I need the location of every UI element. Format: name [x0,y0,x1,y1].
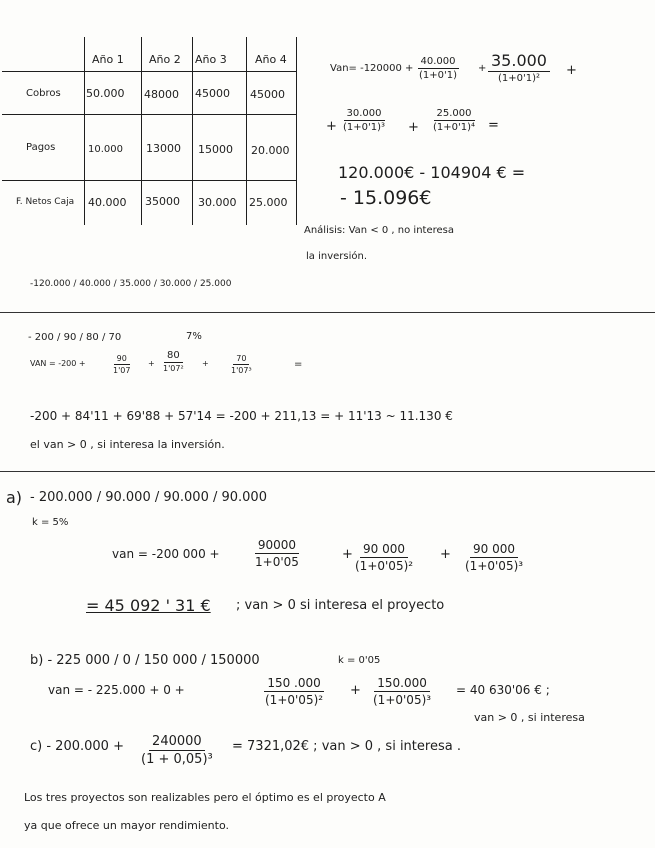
table-row-label: Pagos [26,142,56,153]
plus-sign: + [342,547,353,562]
ex2-t1-den: 1'07 [113,366,131,375]
table-cell: 25.000 [249,196,288,209]
van1-t3-num: 30.000 [344,108,385,121]
van1-term-2 [488,51,550,84]
table-vline [84,37,85,225]
ex3-a-term-2 [352,542,416,573]
van1-plus: + [326,119,337,134]
van1-term-3 [340,108,388,133]
ex3-b-result: = 40 630'06 € ; [456,683,550,697]
ex3-c-num: 240000 [149,734,205,751]
ex3-c-term [138,734,216,767]
van1-t4-den: (1+0'1)⁴ [433,122,476,133]
van1-term-1 [416,56,460,81]
van1-t1-den: (1+0'1) [419,70,458,81]
plus-sign: + [350,683,361,698]
van1-t4-num: 25.000 [434,108,475,121]
ex3-a-tail: ; van > 0 si interesa el proyecto [236,598,445,613]
table-vline [296,37,297,225]
ex2-rate: 7% [186,331,202,342]
van1-t2-den: (1+0'1)² [497,73,540,84]
ex3-b-start: van = - 225.000 + 0 + [48,683,185,697]
ex3-a-t3-den: (1+0'05)³ [465,559,524,573]
ex3-a-t2-num: 90 000 [360,542,408,558]
table-cell: 20.000 [251,144,290,157]
plus-sign: + [202,359,209,368]
table-cell: 10.000 [88,144,123,155]
ex3-c-den: (1 + 0,05)³ [141,752,213,767]
table-cell: 30.000 [198,196,237,209]
ex3-b-flows: b) - 225 000 / 0 / 150 000 / 150000 [30,653,260,668]
van1-t3-den: (1+0'1)³ [343,122,386,133]
ex3-b-t1-den: (1+0'05)² [265,693,324,707]
ex2-conclusion: el van > 0 , si interesa la inversión. [30,438,225,451]
ex2-t2-den: 1'07² [163,364,184,373]
table-header: Año 2 [149,53,181,66]
table-cell: 35000 [145,195,180,208]
table-vline [246,37,247,225]
table-row-label: Cobros [26,88,61,99]
ex2-t3-num: 70 [233,354,249,365]
ex3-final-2: ya que ofrece un mayor rendimiento. [24,819,229,832]
ex3-c-start: c) - 200.000 + [30,739,124,754]
ex3-b-tail: van > 0 , si interesa [474,711,585,724]
ex3-b-t2-num: 150.000 [374,676,430,692]
ex2-calc: -200 + 84'11 + 69'88 + 57'14 = -200 + 211,13 = + 11'13 ~ 11.130 € [30,409,453,423]
ex2-term-1 [110,354,133,375]
van1-result: - 15.096€ [340,187,432,209]
section-divider [0,471,655,472]
ex3-a-t1-num: 90000 [255,538,299,554]
plus-sign: + [408,120,419,135]
van1-t1-num: 40.000 [418,56,459,69]
table-cell: 40.000 [88,196,127,209]
plus-sign: + [440,547,451,562]
table-vline [141,37,142,225]
ex3-c-result: = 7321,02€ ; van > 0 , si interesa . [232,739,461,754]
van1-line2: 120.000€ - 104904 € = [338,163,526,182]
table-cell: 48000 [144,88,179,101]
table-hline [2,180,296,181]
table-cell: 15000 [198,143,233,156]
flows-1: -120.000 / 40.000 / 35.000 / 30.000 / 25.000 [30,279,232,289]
plus-sign: + [478,63,487,74]
table-cell: 50.000 [86,87,125,100]
ex3-b-k: k = 0'05 [338,655,381,666]
ex3-a-term-3 [462,542,526,573]
ex2-t3-den: 1'07³ [231,366,252,375]
plus-sign: + [566,63,577,78]
ex3-a-start: van = -200 000 + [112,547,220,561]
van1-t2-num: 35.000 [488,51,550,72]
ex3-a-term-1 [252,538,302,569]
ex3-a-label: a) [6,488,23,507]
table-hline [2,114,296,115]
ex2-term-2 [160,350,187,373]
van1-analysis-2: la inversión. [306,251,368,262]
van1-analysis-1: Análisis: Van < 0 , no interesa [304,225,454,236]
ex3-b-term-1 [262,676,326,707]
ex3-a-t3-num: 90 000 [470,542,518,558]
ex2-t1-num: 90 [114,354,130,365]
table-cell: 45000 [195,87,230,100]
table-header: Año 4 [255,53,287,66]
ex2-start: VAN = -200 + [30,359,86,368]
section-divider [0,312,655,313]
van1-eq: = [488,118,499,133]
ex3-a-result: = 45 092 ' 31 € [86,596,211,615]
ex3-b-t2-den: (1+0'05)³ [373,693,432,707]
ex2-flows: - 200 / 90 / 80 / 70 [28,332,122,343]
ex3-b-t1-num: 150 .000 [264,676,323,692]
table-header: Año 3 [195,53,227,66]
table-cell: 13000 [146,142,181,155]
table-row-label: F. Netos Caja [16,197,75,207]
ex3-a-t2-den: (1+0'05)² [355,559,414,573]
ex3-k: k = 5% [32,517,69,528]
plus-sign: + [148,359,155,368]
ex3-b-term-2 [370,676,434,707]
table-vline [192,37,193,225]
table-hline [2,71,296,72]
ex3-final-1: Los tres proyectos son realizables pero el óptimo es el proyecto A [24,791,386,804]
van1-start: Van= -120000 + [330,63,414,74]
ex2-eq: = [294,359,303,370]
ex3-a-t1-den: 1+0'05 [255,555,299,569]
ex3-a-flows: - 200.000 / 90.000 / 90.000 / 90.000 [30,490,267,505]
ex2-term-3 [228,354,255,375]
ex2-t2-num: 80 [164,350,183,363]
van1-term-4 [430,108,478,133]
table-cell: 45000 [250,88,285,101]
table-header: Año 1 [92,53,124,66]
